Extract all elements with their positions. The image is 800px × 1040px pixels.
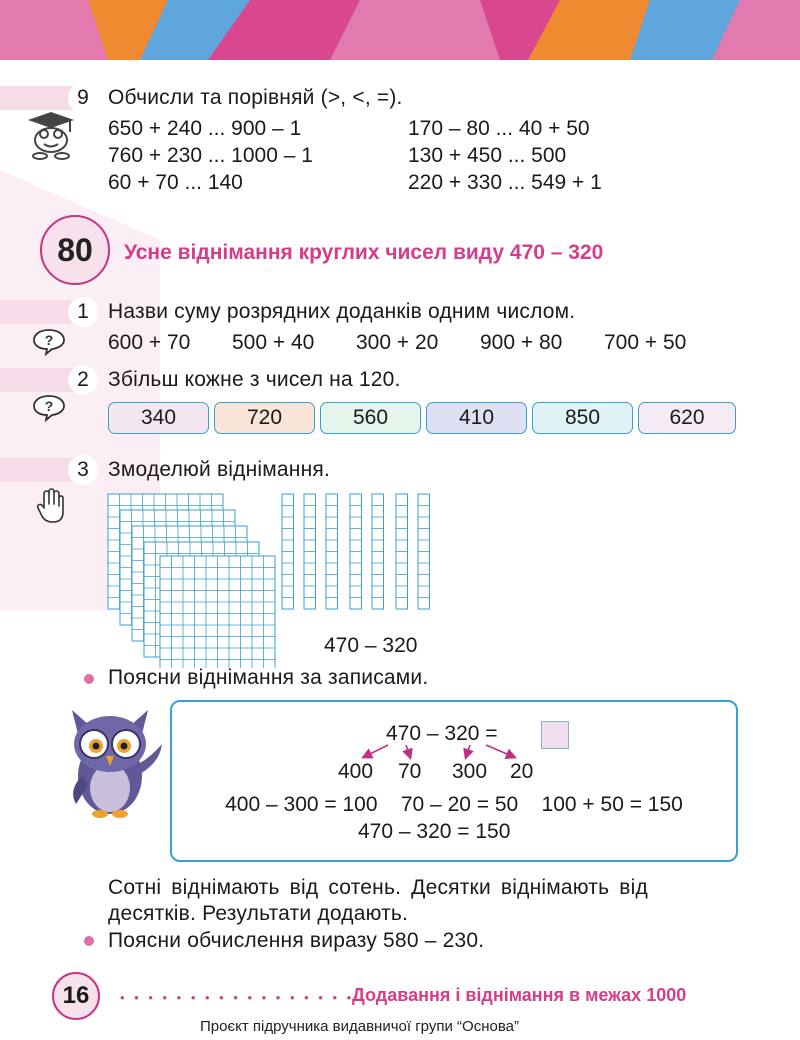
exercise-prompt: Назви суму розрядних доданків одним числом. [108,300,576,323]
explanation-text: Сотні віднімають від сотень. Десятки віднімають від [108,876,648,899]
number-box: 850 [532,402,633,434]
lesson-title: Усне віднімання круглих чисел виду 470 – 320 [124,241,604,264]
split-arrows [350,742,530,762]
instruction-text: Поясни обчислення виразу 580 – 230. [108,929,485,952]
sum-expression: 900 + 80 [480,331,563,354]
number-box: 410 [426,402,527,434]
exercise-number: 3 [68,455,98,485]
ten-rod [304,494,316,609]
exercise-prompt: Збільш кожне з чисел на 120. [108,368,401,391]
bullet-point [84,674,94,684]
number-box: 620 [638,402,736,434]
ten-rod [282,494,294,609]
number-box: 720 [214,402,315,434]
split-number: 400 [338,760,374,783]
bullet-point [84,936,94,946]
section-title: Додавання і віднімання в межах 1000 [352,985,687,1005]
equation-line: 470 – 320 = [386,722,498,745]
exercise-number: 2 [68,365,98,395]
exercise-number: 1 [68,297,98,327]
ten-rod [396,494,408,609]
page-number: 16 [52,972,100,1020]
expression: 130 + 450 ... 500 [408,144,567,167]
explanation-text: десятків. Результати додають. [108,902,409,925]
expression: 220 + 330 ... 549 + 1 [408,171,602,194]
top-decorative-band [0,0,800,60]
model-caption: 470 – 320 [324,634,418,657]
exercise-prompt: Змоделюй віднімання. [108,458,330,481]
ten-rod [372,494,384,609]
lesson-number: 80 [40,215,110,285]
question-bubble-icon [32,394,66,422]
split-number: 300 [452,760,488,783]
footer-dots: • • • • • • • • • • • • • • • • • [120,990,355,1005]
frog-scholar-icon [24,108,78,162]
ten-rod [418,494,430,609]
expression: 650 + 240 ... 900 – 1 [108,117,302,140]
sum-expression: 500 + 40 [232,331,315,354]
exercise-prompt: Обчисли та порівняй (>, <, =). [108,86,403,109]
split-number: 20 [510,760,534,783]
svg-text:?: ? [44,332,54,348]
equation-line: 400 – 300 = 100 70 – 20 = 50 100 + 50 = 150 [225,793,683,816]
ten-rod [326,494,338,609]
svg-text:?: ? [44,398,54,414]
split-number: 70 [398,760,422,783]
publisher-note: Проєкт підручника видавничої групи “Основа” [200,1018,519,1035]
sum-expression: 300 + 20 [356,331,439,354]
answer-box[interactable] [541,721,569,749]
sum-expression: 700 + 50 [604,331,687,354]
equation-line: 470 – 320 = 150 [358,820,511,843]
expression: 60 + 70 ... 140 [108,171,243,194]
owl-icon [64,704,166,820]
question-bubble-icon [32,328,66,356]
instruction-text: Поясни віднімання за записами. [108,666,429,689]
hundred-square [160,556,275,668]
sum-expression: 600 + 70 [108,331,191,354]
number-box: 560 [320,402,421,434]
expression: 170 – 80 ... 40 + 50 [408,117,590,140]
number-box: 340 [108,402,209,434]
hand-icon [36,488,66,524]
exercise-number: 9 [68,83,98,113]
expression: 760 + 230 ... 1000 – 1 [108,144,313,167]
ten-rod [350,494,362,609]
